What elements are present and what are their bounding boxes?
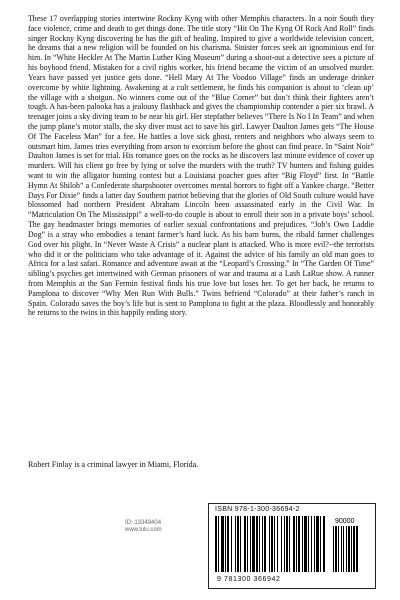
isbn-barcode (208, 503, 376, 589)
barcode-bar (244, 516, 246, 572)
lulu-url: www.lulu.com (125, 527, 162, 533)
barcode-bar (304, 516, 307, 572)
author-bio: Robert Finlay is a criminal lawyer in Miami, Florida. (28, 460, 199, 469)
addon-bar (351, 526, 352, 572)
barcode-bar (316, 516, 319, 572)
barcode-bar (296, 516, 297, 572)
barcode-bar (240, 516, 241, 572)
addon-bar (343, 526, 344, 572)
barcode-bar (225, 516, 226, 572)
lulu-publisher-info (125, 520, 185, 534)
addon-bar (353, 526, 355, 572)
barcode-bar (231, 516, 232, 572)
barcode-bar (247, 516, 248, 572)
barcode-bar (314, 516, 315, 572)
barcode-bar (323, 516, 325, 572)
barcode-bar (250, 516, 251, 572)
barcode-bar (289, 516, 290, 572)
barcode-bar (320, 516, 321, 572)
barcode-bar (237, 516, 239, 572)
addon-bar (348, 526, 350, 572)
barcode-bar (252, 516, 255, 572)
barcode-bar (271, 516, 273, 572)
barcode-bar (293, 516, 295, 572)
barcode-bar (281, 516, 282, 572)
barcode-bar (218, 516, 219, 572)
barcode-bar (274, 516, 275, 572)
barcode-bar (235, 516, 236, 572)
barcode-bar (269, 516, 270, 572)
barcode-bar (215, 516, 217, 572)
addon-bar (346, 526, 347, 572)
isbn-number: ISBN 978-1-300-36694-2 (215, 506, 300, 513)
barcode-bar (221, 516, 224, 572)
barcode-bar (298, 516, 300, 572)
barcode-bar (264, 516, 266, 572)
lulu-id: ID: 13349404 (125, 520, 162, 526)
blurb-text: These 17 overlapping stories intertwine Rockny Kyng with other Memphis characters. In a noir South they face violence, crime and death to get things done. The title story “Hit On The Kyng Of Rock And Roll” finds singer Rockny Kyng discovering he has the gift of healing. Inspired to give a worldwide television concert, he dreams that a new religion will be founded on his charisma. Sinister forces seek an ignominious end for him. In “White Heckler At The Martin Luther King Museum” during a shoot-out a detective sees a picture of his boyhood friend. Mistaken for a civil rights worker, his friend became the victim of an unsolved murder. Years have passed yet justice gets done. “Hell Mary At The Voodoo Village” finds an underage drinker overcome by white lightning. Awakening at a cult settlement, he finds his companion is about to ‘clean up’ the village with a shotgun. No winners come out of the “Blue Corner” but don’t think their fighters aren’t tough. A has-been palooka has a jealousy flashback and gives the championship contender a pier six brawl. A teenager joins a sky diving team to be near his girl. Her stepfather believes “There Is No I In Team” and when the jump plane’s motor stalls, the sky diver must act to save his girl. Lawyer Daulton James gets “The House Of The Faceless Man” for a fee. He battles a love sick ghost, renters and neighbors who always seem to outsmart him. James tries everything from arson to exorcism before the ghost can find peace. In “Saint Noir” Daulton James is set for trial. His romance goes on the rocks as he discovers last minute evidence of cover up murders. Will his client go free by lying or solve the murders with the truth? TV hunters and fishing guides want to win the alligator hunting contest but a Louisiana poacher goes after “Big Floyd” first. In “Battle Hymn At Shiloh” a Confederate sharpshooter overcomes mental horrors to fight off a Yankee charge. “Better Days For Dixie” finds a latter day Southern patriot believing that the glories of Old South culture would have blossomed had northern President Abraham Lincoln been assassinated early in the Civil War. In “Matriculation On The Mississippi” a well-to-do couple is about to enroll their son in a private boys’ school. The gay headmaster brings memories of earlier sexual confrontations and prejudices. “Job’s Own Laddie Dog” is a stray who embodies a tenant farmer’s hard luck. As his barn burns, the ribald farmer challenges God over his plight. In “Never Waste A Crisis” a nuclear plant is attacked. Who is more evil?--the terrorists who did it or the politicians who take advantage of it. Against the advice of his family an old man goes to Africa for a last safari. Romance and adventure await at the “Leopard’s Crossing.” In “The Garden Of Time” sibling’s psyches get intertwined with German prisoners of war and trauma at a Lash LaRue show. A runner from Memphis at the San Fermin festival finds his true love but loses her. To get her back, he returns to Pamplona to discover “Why Men Run With Bulls.” Twins befriend “Colorado” at their father’s ranch in Spain. Colorado saves the boy’s life but is sent to Pamplona to fight at the plaza. Bloodlessly and honorably he returns to the twins in this happily ending story. (28, 14, 374, 318)
addon-bar (356, 526, 358, 572)
barcode-bar (286, 516, 288, 572)
barcode-bar (259, 516, 260, 572)
barcode-bar (256, 516, 258, 572)
addon-bar (341, 526, 342, 572)
barcode-bar (284, 516, 285, 572)
barcode-bar (277, 516, 278, 572)
barcode-bar (311, 516, 312, 572)
barcode-bar (308, 516, 309, 572)
barcode-bar (227, 516, 229, 572)
barcode-bar (302, 516, 303, 572)
price-code: 90000 (335, 518, 355, 525)
addon-bar (338, 526, 339, 572)
barcode-digits: 9 781300 366942 (217, 576, 281, 583)
addon-bar (333, 526, 334, 572)
addon-bar (335, 526, 337, 572)
barcode-bars (215, 516, 369, 576)
barcode-bar (262, 516, 263, 572)
